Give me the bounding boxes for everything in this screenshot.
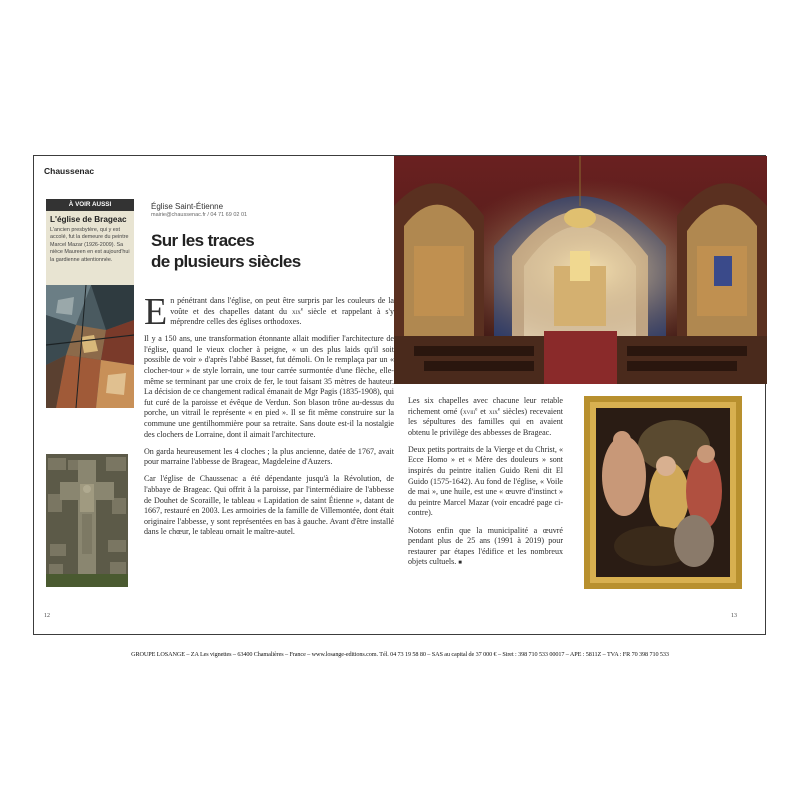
title-line-1: Sur les traces — [151, 231, 255, 250]
article-body-col2 — [408, 396, 563, 575]
sidebar-tag: À VOIR AUSSI — [46, 199, 134, 211]
paragraph: En pénétrant dans l'église, on peut être surpris par les couleurs de la voûte et des chapelles datant du xix$^e$ siècle et rappelant à s'y méprendre celles des églises orthodoxes. — [144, 291, 394, 333]
article-body-col1 — [144, 291, 394, 544]
publisher-footer: GROUPE LOSANGE – ZA Les vignettes – 63400 Chamalières – France – www.losange-editions.com. Tél. 04 73 19 58 80 – SAS au capital de 37 000 € – Siret : 398 710 533 00017 – APE : 5811Z – TVA : FR 70 398 710 533 — [131, 651, 669, 658]
paragraph: Les six chapelles avec chacune leur retable richement orné (xviii$^e$ et xix$^e$ siècles) recevaient les sépultures des familles qui en avaient obtenu le privilège des abbesses de Brageac. — [408, 396, 563, 437]
church-contact: mairie@chaussenac.fr / 04 71 69 02 01 — [151, 212, 248, 218]
stone-cross-image — [46, 454, 128, 587]
paragraph: Il y a 150 ans, une transformation étonnante allait modifier l'architecture de l'église, quand le vieux clocher à peigne, « un des plus laids qu'il soit possible de voir » d'après l'abbé Basset, fut démoli. On le remplaça par un « clocher-tour » de style lorrain, une tour carrée surmontée d'une flèche, elle-même se terminant par une croix de fer, le tout faisant 35 mètres de hauteur. La décision de ce changement radical émanait de Mgr Pagis (1835-1908), qui fut curé de la paroisse et évêque de Verdun. Son blason trône au-dessus du porche, un vitrail le représente « en pied ». Il se fit même construire sur la commune une gentilhommière pour sa retraite. Sans doute est-il la nostalgie des clochers de Lorraine, dont il aimait l'architecture. — [144, 334, 394, 439]
page-number-left: 12 — [44, 613, 50, 619]
article-title — [151, 230, 301, 272]
paragraph: Deux petits portraits de la Vierge et du Christ, « Ecce Homo » et « Mère des douleurs » sont inspirés du peintre italien Guido Reni dit El Guido (1575-1642). Au fond de l'église, « Voile de mai », une huile, est une « œuvre d'instinct » du peintre Marcel Mazar (voir encadré page ci-contre). — [408, 444, 563, 518]
sidebar-title: L'église de Brageac — [50, 215, 127, 224]
magazine-spread — [33, 155, 766, 635]
sidebar-body: L'ancien presbytère, qui y est accolé, fut la demeure du peintre Marcel Mazar (1926-2009). Sa nièce Maureen en est aujourd'hui la gardienne attentionnée. — [50, 227, 130, 263]
drop-cap: E — [144, 291, 168, 333]
paragraph: Car l'église de Chaussenac a été dépendante jusqu'à la Révolution, de l'abbaye de Brageac. Qui offrit à la paroisse, par l'intermédiaire de l'abbesse de Douhet de Scoraille, le tableau « Lapidation de saint Étienne », datant de 1667, restauré en 2003. Les armoiries de la famille de Villemontée, dont était originaire l'abbesse, y sont représentées en bas à gauche. Avant d'être installé dans le chœur, le tableau ornait le maître-autel. — [144, 474, 394, 537]
section-header: Chaussenac — [44, 166, 95, 176]
paragraph: Notons enfin que la municipalité a œuvré pendant plus de 25 ans (1991 à 2019) pour restaurer par étapes l'édifice et les nombreux objets cultuels. ■ — [408, 525, 563, 567]
cubist-painting-image — [46, 285, 134, 408]
sidebar-box — [46, 199, 134, 285]
end-mark: ■ — [458, 560, 462, 567]
title-line-2: de plusieurs siècles — [151, 252, 301, 271]
paragraph: On garda heureusement les 4 cloches ; la plus ancienne, datée de 1767, avait pour marraine l'abbesse de Brageac, Magdeleine d'Auzers. — [144, 446, 394, 467]
church-name: Église Saint-Étienne — [151, 202, 224, 211]
lapidation-painting-image — [584, 396, 742, 589]
page-number-right: 13 — [731, 613, 737, 619]
church-interior-image — [394, 156, 767, 384]
